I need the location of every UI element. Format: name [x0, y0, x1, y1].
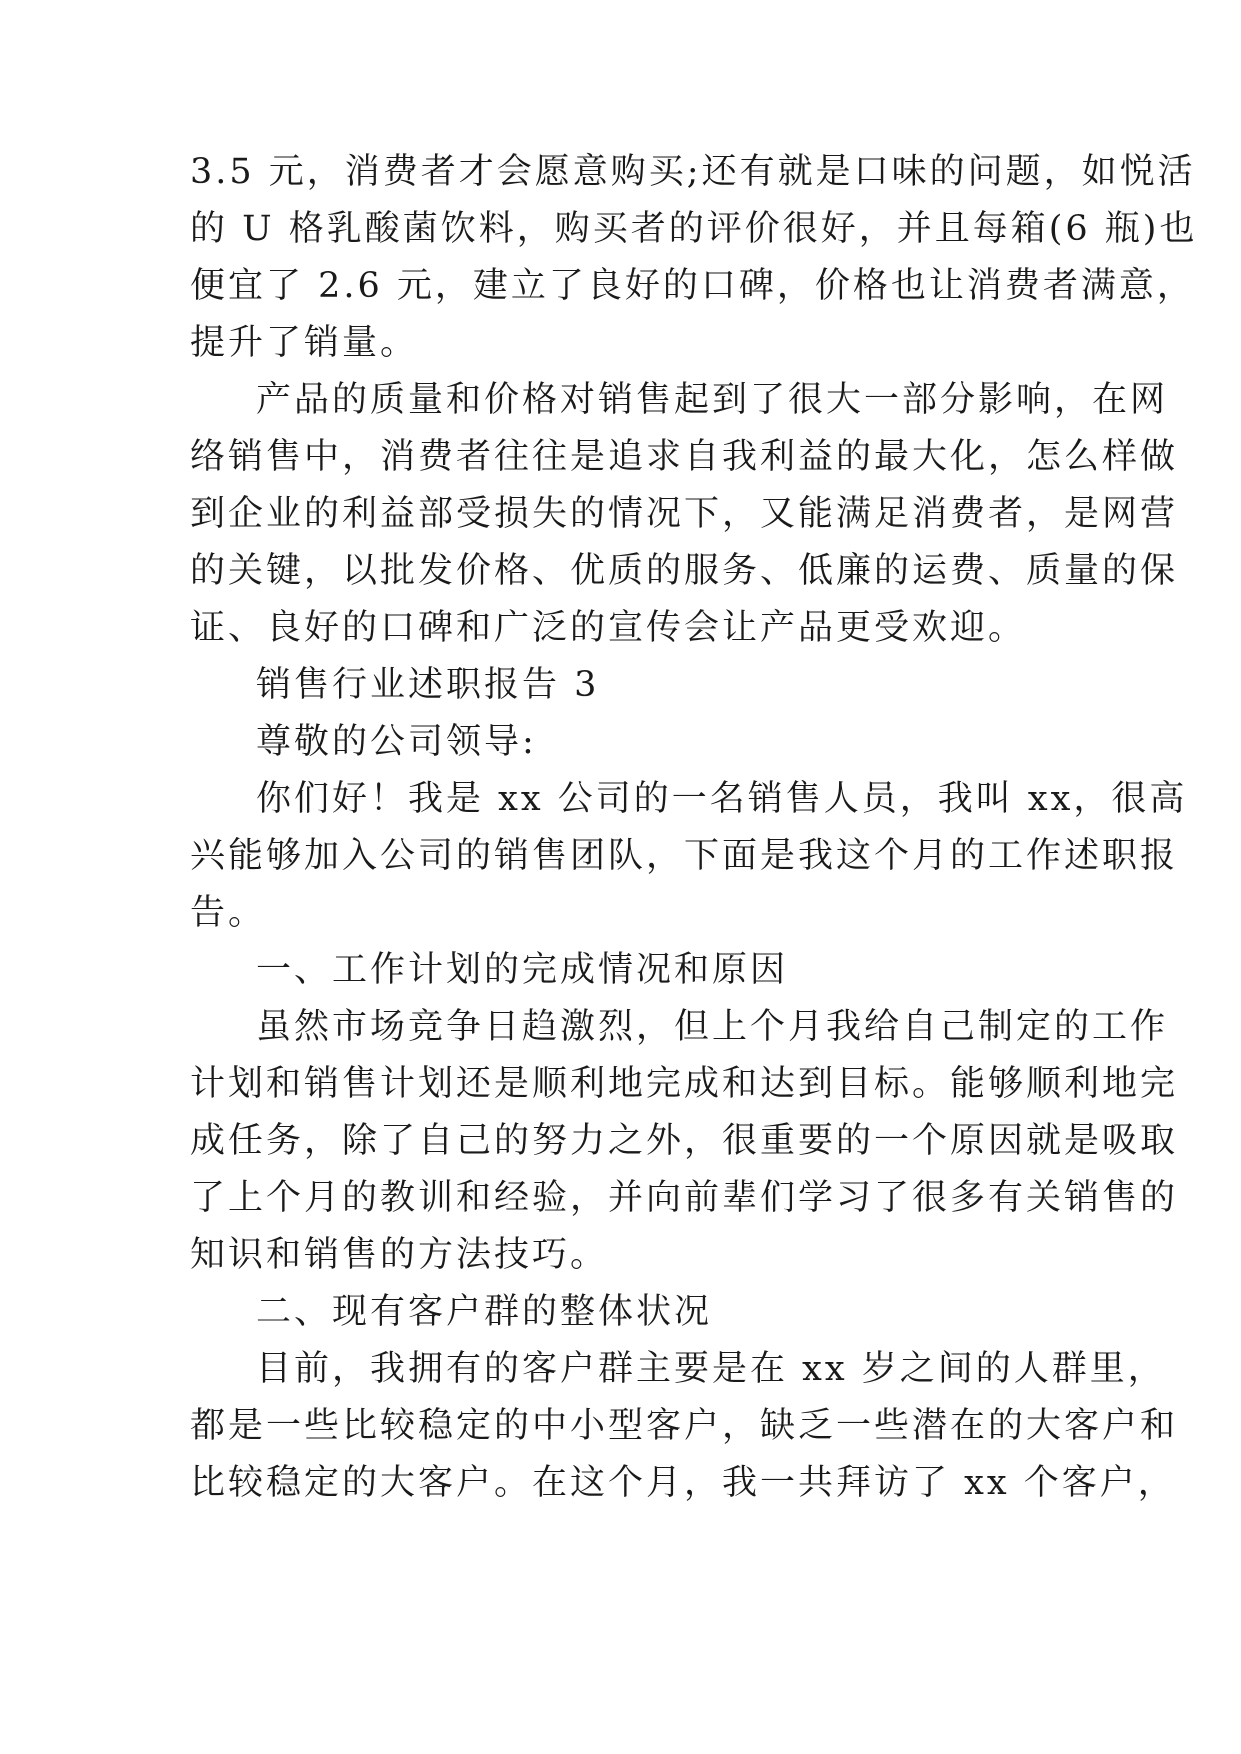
section-heading: 二、现有客户群的整体状况: [256, 1292, 713, 1332]
text-line: 证、良好的口碑和广泛的宣传会让产品更受欢迎。: [190, 608, 1027, 648]
text-line: 提升了销量。: [190, 323, 419, 363]
text-line: 了上个月的教训和经验，并向前辈们学习了很多有关销售的: [190, 1178, 1179, 1218]
text-line: 络销售中，消费者往往是追求自我利益的最大化，怎么样做: [190, 437, 1179, 477]
text-line: 知识和销售的方法技巧。: [190, 1235, 609, 1275]
text-line: 兴能够加入公司的销售团队，下面是我这个月的工作述职报: [190, 836, 1179, 876]
text-line: 的关键，以批发价格、优质的服务、低廉的运费、质量的保: [190, 551, 1179, 591]
section-heading: 一、工作计划的完成情况和原因: [256, 950, 789, 990]
text-line: 比较稳定的大客户。在这个月，我一共拜访了 xx 个客户，: [190, 1463, 1176, 1503]
text-line: 成任务，除了自己的努力之外，很重要的一个原因就是吸取: [190, 1121, 1179, 1161]
text-line: 你们好！我是 xx 公司的一名销售人员，我叫 xx，很高: [256, 779, 1188, 819]
text-line: 虽然市场竞争日趋激烈，但上个月我给自己制定的工作: [256, 1007, 1169, 1047]
text-line: 便宜了 2.6 元，建立了良好的口碑，价格也让消费者满意，: [190, 266, 1195, 306]
text-line: 产品的质量和价格对销售起到了很大一部分影响，在网: [256, 380, 1169, 420]
text-line: 到企业的利益部受损失的情况下，又能满足消费者，是网营: [190, 494, 1179, 534]
section-title: 销售行业述职报告 3: [256, 665, 600, 705]
text-line: 3.5 元，消费者才会愿意购买;还有就是口味的问题，如悦活: [190, 152, 1196, 192]
text-line: 告。: [190, 893, 267, 933]
text-line: 计划和销售计划还是顺利地完成和达到目标。能够顺利地完: [190, 1064, 1179, 1104]
text-line: 都是一些比较稳定的中小型客户，缺乏一些潜在的大客户和: [190, 1406, 1179, 1446]
text-line: 目前，我拥有的客户群主要是在 xx 岁之间的人群里，: [256, 1349, 1166, 1389]
text-line: 的 U 格乳酸菌饮料，购买者的评价很好，并且每箱(6 瓶)也: [190, 209, 1198, 249]
salutation: 尊敬的公司领导:: [256, 722, 537, 762]
